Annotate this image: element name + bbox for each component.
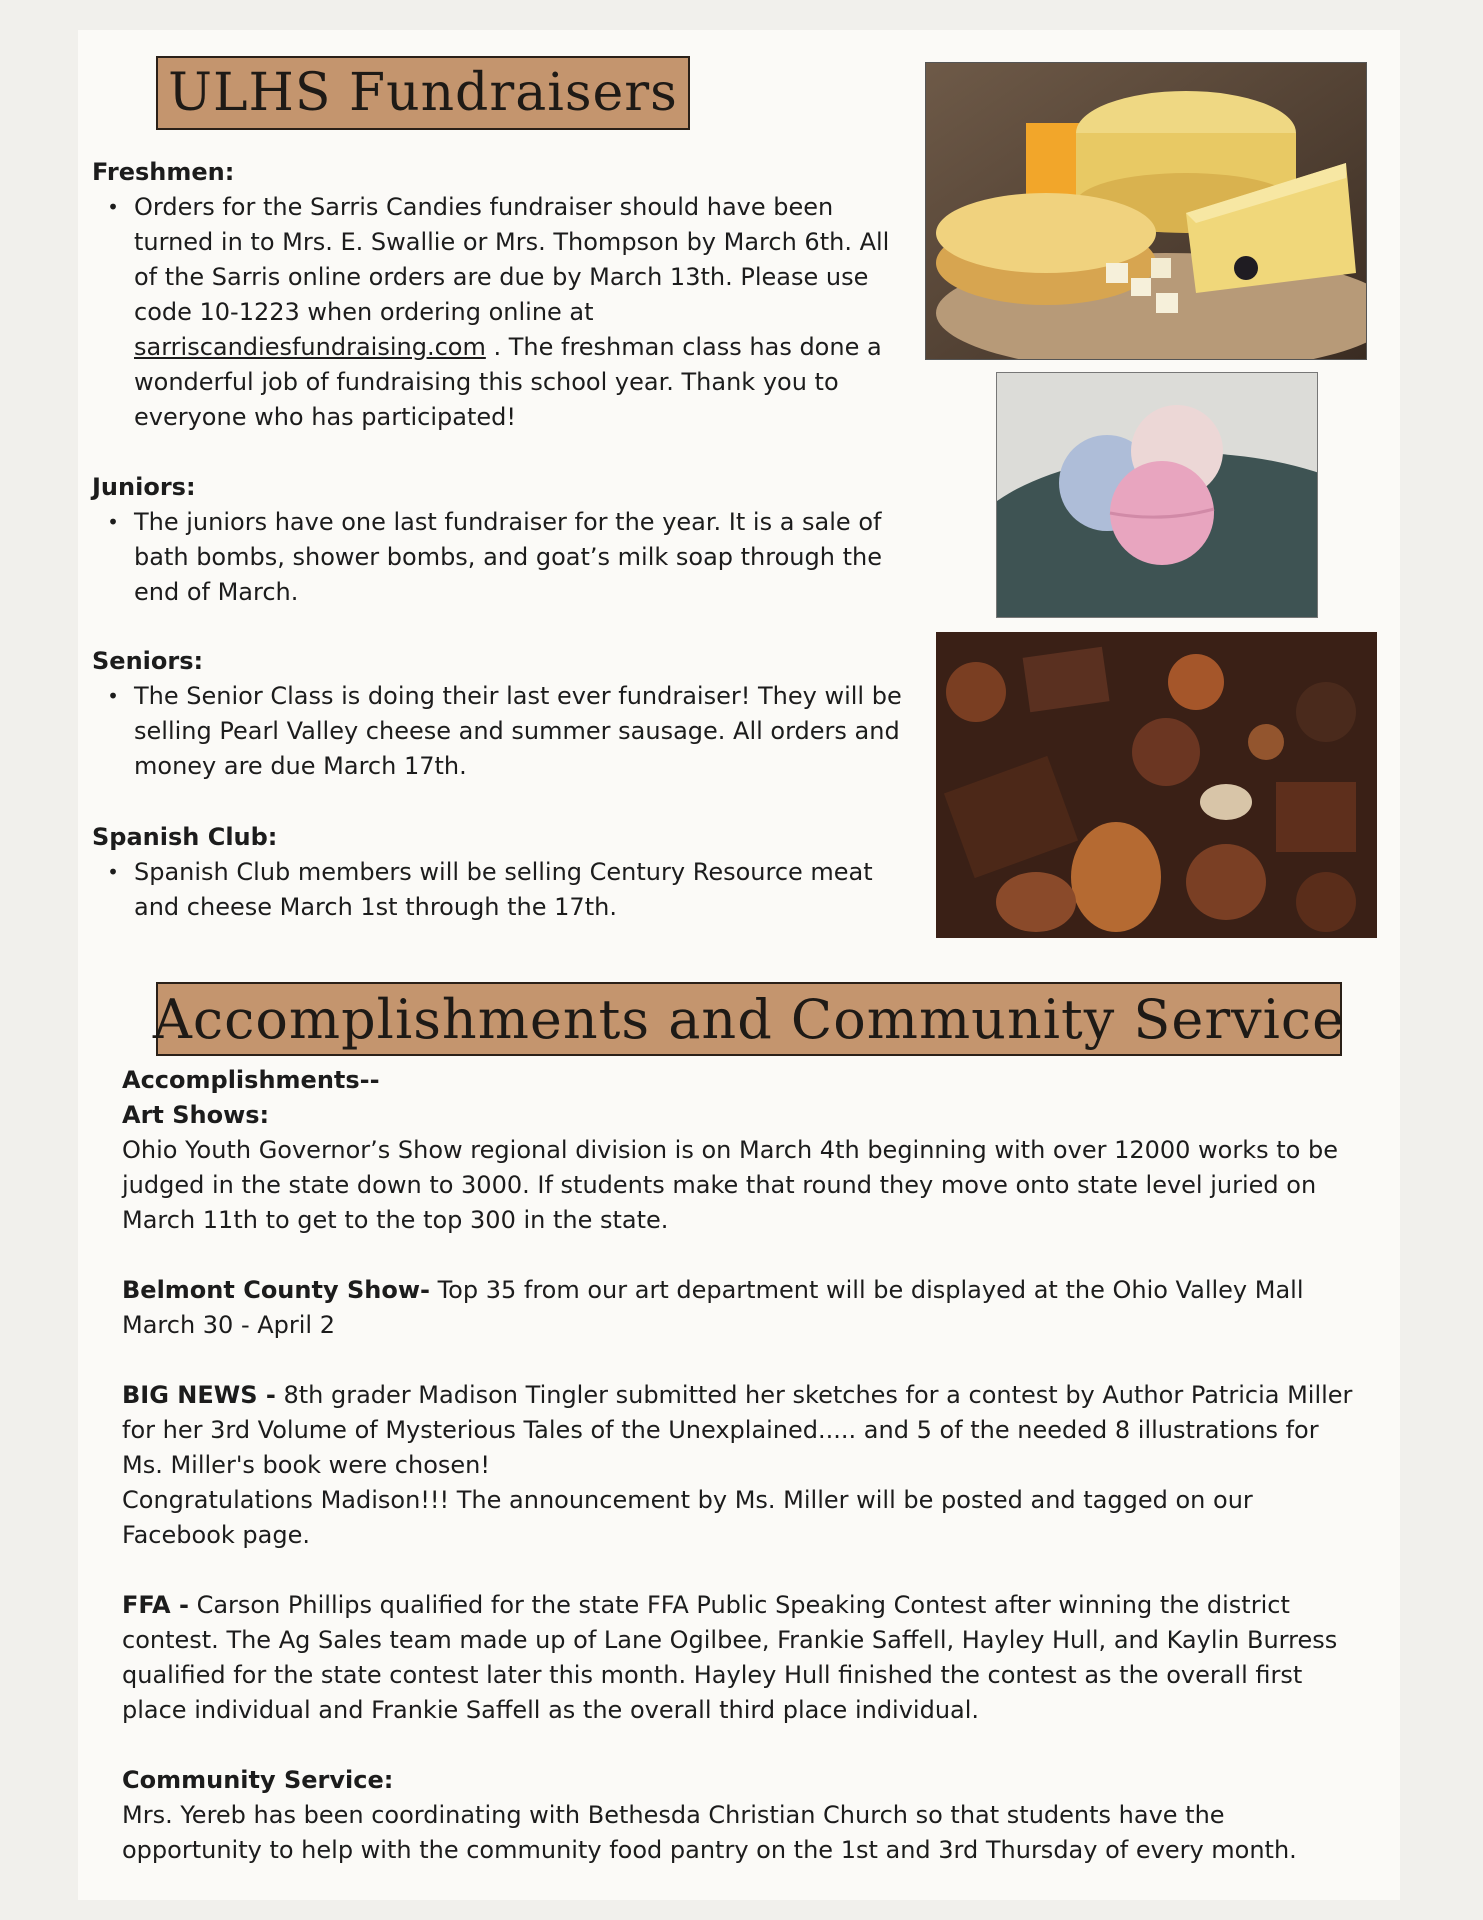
freshmen-text-after-link: . The freshman class has done a wonderful job of fundraising this school year. Thank you to everyone who has participated! [134,333,882,431]
juniors-heading: Juniors: [92,473,196,501]
belmont-label: Belmont County Show- [122,1276,430,1304]
spanish-section [92,820,912,925]
bath-bombs-photo [996,372,1318,618]
seniors-bullet [92,679,912,784]
belmont-text: Top 35 from our art department will be displayed at the Ohio Valley Mall [429,1276,1304,1304]
juniors-section [92,470,912,610]
cheese-photo [925,62,1367,360]
sarris-link[interactable]: sarriscandiesfundraising.com [134,333,486,361]
big-news-text: 8th grader Madison Tingler submitted her sketches for a contest by Author Patricia Miller for her 3rd Volume of Mysterious Tales of the Unexplained..... and 5 of the needed 8 illustrations for Ms. Miller's book were chosen! [122,1381,1353,1479]
ffa-text: Carson Phillips qualified for the state FFA Public Speaking Contest after winning the district contest. The Ag Sales team made up of Lane Ogilbee, Frankie Saffell, Hayley Hull, and Kaylin Burress qualified for the state contest later this month. Hayley Hull finished the contest as the overall first place individual and Frankie Saffell as the overall third place individual. [122,1591,1338,1724]
accomplishments-title: Accomplishments and Community Service [152,987,1346,1051]
belmont-paragraph [122,1273,1362,1343]
chocolates-photo [936,632,1377,938]
juniors-text: The juniors have one last fundraiser for the year. It is a sale of bath bombs, shower bombs, and goat’s milk soap through the end of March. [134,508,882,606]
art-shows-text: Ohio Youth Governor’s Show regional division is on March 4th beginning with over 12000 works to be judged in the state down to 3000. If students make that round they move onto state level juried on March 11th to get to the top 300 in the state. [122,1136,1338,1234]
freshmen-section [92,155,912,435]
fundraisers-title: ULHS Fundraisers [168,63,678,123]
accomplishments-heading: Accomplishments-- [122,1066,380,1094]
freshmen-bullet [92,190,912,435]
big-news-label: BIG NEWS - [122,1381,276,1409]
big-news-paragraph [122,1378,1362,1553]
ffa-label: FFA - [122,1591,189,1619]
accomplishments-section [122,1063,1362,1868]
bullet-icon: • [107,684,119,708]
congrats-text: Congratulations Madison!!! The announcement by Ms. Miller will be posted and tagged on our Facebook page. [122,1486,1253,1549]
community-service-heading: Community Service: [122,1766,394,1794]
freshmen-heading: Freshmen: [92,158,235,186]
community-service-text: Mrs. Yereb has been coordinating with Bethesda Christian Church so that students have the opportunity to help with the community food pantry on the 1st and 3rd Thursday of every month. [122,1801,1297,1864]
seniors-section [92,644,912,784]
seniors-heading: Seniors: [92,647,204,675]
bullet-icon: • [107,510,119,534]
freshmen-text-before-link: Orders for the Sarris Candies fundraiser should have been turned in to Mrs. E. Swallie or Mrs. Thompson by March 6th. All of the Sarris online orders are due by March 13th. Please use code 10-1223 when ordering online at [134,193,890,326]
bullet-icon: • [107,860,119,884]
spanish-text: Spanish Club members will be selling Century Resource meat and cheese March 1st through the 17th. [134,858,873,921]
seniors-text: The Senior Class is doing their last ever fundraiser! They will be selling Pearl Valley cheese and summer sausage. All orders and money are due March 17th. [134,682,902,780]
spanish-heading: Spanish Club: [92,823,278,851]
fundraisers-banner [156,56,690,130]
bullet-icon: • [107,195,119,219]
juniors-bullet [92,505,912,610]
accomplishments-banner [152,982,1346,1056]
belmont-dates: March 30 - April 2 [122,1311,335,1339]
spanish-bullet [92,855,912,925]
ffa-paragraph [122,1588,1362,1728]
art-shows-heading: Art Shows: [122,1101,270,1129]
